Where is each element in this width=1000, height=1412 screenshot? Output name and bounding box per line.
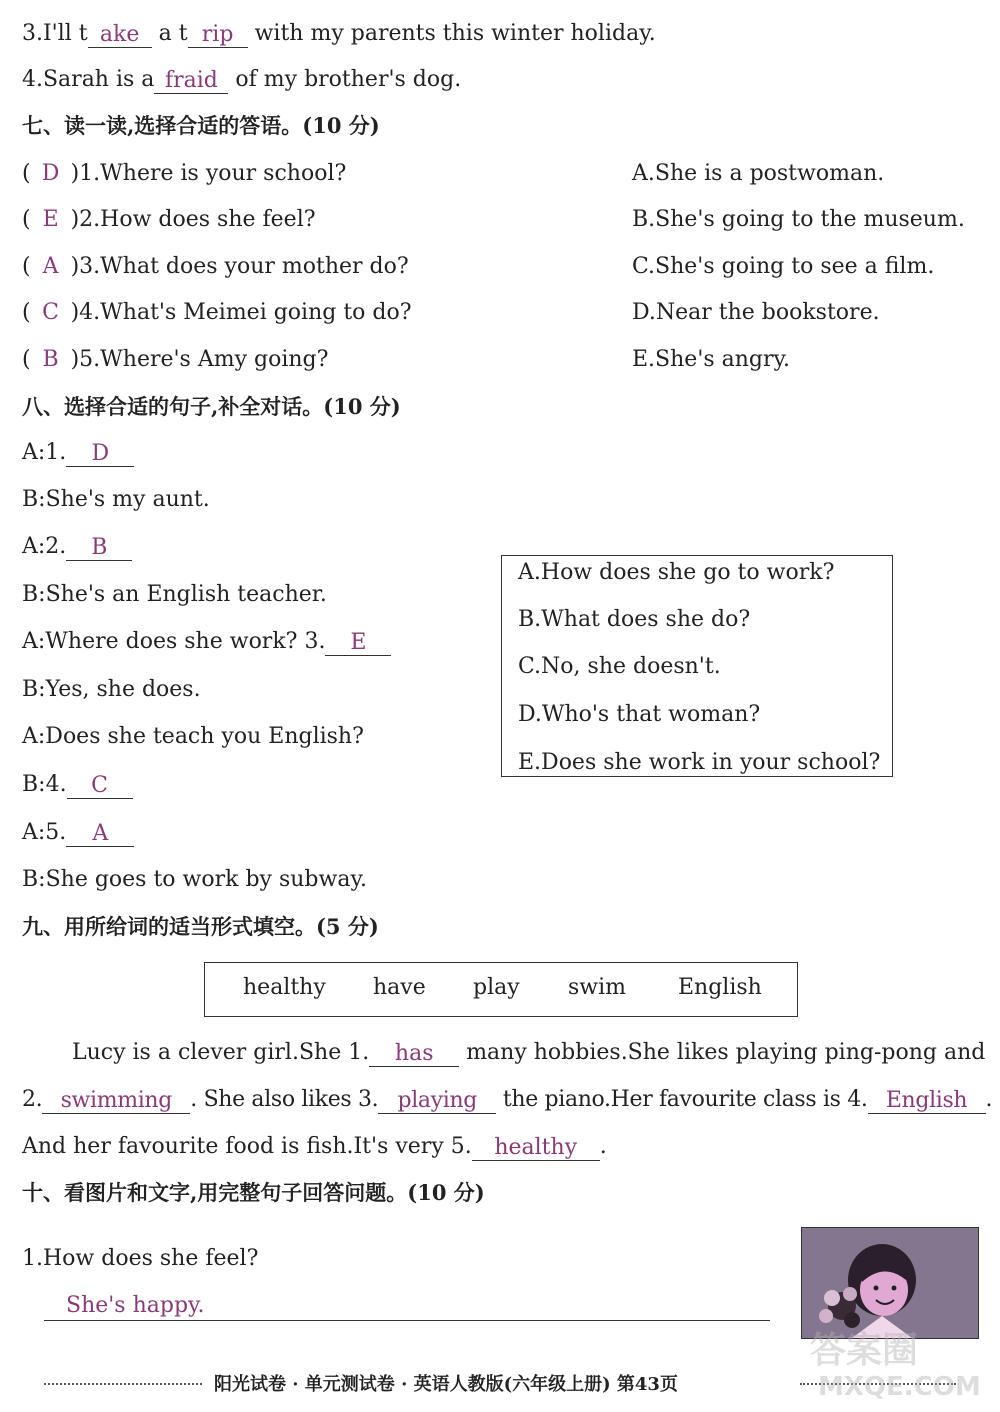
dialog-option: C.No, she doesn't.: [518, 654, 721, 679]
passage-line: 2. swimming . She also likes 3. playing the piano.Her favourite class is 4. English .: [22, 1087, 993, 1113]
dialog-line: B:She's my aunt.: [22, 487, 210, 512]
word-bank-item: healthy: [243, 975, 326, 1000]
footer-text: 阳光试卷 · 单元测试卷 · 英语人教版(六年级上册) 第43页: [214, 1374, 678, 1395]
footer-divider-left: [44, 1383, 202, 1385]
match-question: ( D )1.Where is your school?: [22, 161, 347, 186]
section-8-heading: 八、选择合适的句子,补全对话。(10 分): [22, 394, 401, 419]
match-option: B.She's going to the museum.: [632, 207, 965, 232]
watermark-url: MXQE.COM: [818, 1372, 981, 1402]
dialog-line: A:2. B: [22, 533, 132, 561]
blank: B: [66, 534, 132, 561]
blank: has: [369, 1040, 459, 1067]
match-option: A.She is a postwoman.: [632, 161, 885, 186]
section-7-heading: 七、读一读,选择合适的答语。(10 分): [22, 113, 380, 138]
blank: C: [67, 772, 133, 799]
fill-q3: 3.I'll t ake a t rip with my parents this winter holiday.: [22, 21, 656, 47]
blank: healthy: [472, 1134, 600, 1161]
blank: playing: [378, 1087, 496, 1114]
blank: E: [325, 629, 391, 656]
dialog-options-box: [501, 555, 893, 777]
match-question: ( A )3.What does your mother do?: [22, 254, 409, 279]
match-question: ( C )4.What's Meimei going to do?: [22, 300, 412, 325]
dialog-option: D.Who's that woman?: [518, 702, 761, 727]
question-text: 1.How does she feel?: [22, 1246, 259, 1271]
dialog-line: B:4. C: [22, 771, 133, 799]
blank: A: [66, 820, 134, 847]
section-10-heading: 十、看图片和文字,用完整句子回答问题。(10 分): [22, 1180, 485, 1205]
dialog-option: A.How does she go to work?: [518, 560, 835, 585]
word-bank-item: English: [678, 975, 762, 1000]
word-bank-item: swim: [568, 975, 627, 1000]
blank: rip: [188, 21, 248, 48]
word-bank-item: have: [373, 975, 426, 1000]
dialog-line: A:Does she teach you English?: [22, 724, 364, 749]
dialog-line: B:Yes, she does.: [22, 677, 201, 702]
dialog-option: E.Does she work in your school?: [518, 750, 881, 775]
blank: swimming: [42, 1087, 190, 1114]
section-9-heading: 九、用所给词的适当形式填空。(5 分): [22, 914, 379, 939]
dialog-line: A:5. A: [22, 819, 134, 847]
match-option: C.She's going to see a film.: [632, 254, 935, 279]
blank: fraid: [154, 67, 228, 94]
blank: ake: [88, 21, 152, 48]
match-option: E.She's angry.: [632, 347, 791, 372]
match-question: ( B )5.Where's Amy going?: [22, 347, 329, 372]
match-question: ( E )2.How does she feel?: [22, 207, 316, 232]
match-option: D.Near the bookstore.: [632, 300, 880, 325]
passage-line: Lucy is a clever girl.She 1. has many hobbies.She likes playing ping-pong and: [72, 1040, 986, 1066]
dialog-line: A:Where does she work? 3. E: [22, 628, 391, 656]
dialog-option: B.What does she do?: [518, 607, 751, 632]
passage-line: And her favourite food is fish.It's very 5. healthy .: [22, 1134, 607, 1160]
watermark-logo: 答案圈: [810, 1330, 919, 1371]
dialog-line: A:1. D: [22, 439, 134, 467]
blank: English: [868, 1087, 986, 1114]
dialog-line: B:She's an English teacher.: [22, 582, 327, 607]
dialog-line: B:She goes to work by subway.: [22, 867, 367, 892]
answer-line: She's happy.: [44, 1292, 770, 1321]
word-bank-item: play: [473, 975, 520, 1000]
word-bank-box: [204, 962, 798, 1017]
blank: D: [66, 440, 134, 467]
fill-q4: 4.Sarah is a fraid of my brother's dog.: [22, 67, 462, 93]
